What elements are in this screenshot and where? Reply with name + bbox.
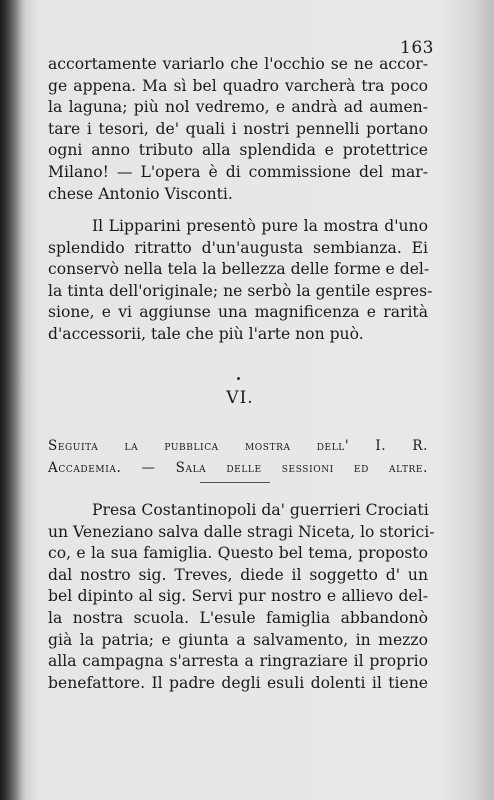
- text-line: ge appena. Ma sì bel quadro varcherà tra poco: [48, 76, 428, 95]
- text-line: d'accessorii, tale che più l'arte non può.: [48, 324, 364, 343]
- text-line: la tinta dell'originale; ne serbò la gentile espres-: [48, 281, 433, 300]
- text-line: tare i tesori, de' quali i nostri pennelli portano: [48, 119, 428, 138]
- text-line: un Veneziano salva dalle stragi Niceta, lo storici-: [48, 522, 435, 541]
- text-line: splendido ritratto d'un'augusta sembianza. Ei: [48, 238, 428, 257]
- text-line: alla campagna s'arresta a ringraziare il proprio: [48, 652, 428, 671]
- text-line: bel dipinto al sig. Servi pur nostro e allievo del-: [48, 587, 428, 606]
- text-line: chese Antonio Visconti.: [48, 184, 233, 203]
- text-line: conservò nella tela la bellezza delle forme e del-: [48, 260, 430, 279]
- text-line: sione, e vi aggiunse una magnificenza e rarità: [48, 303, 428, 322]
- text-line: ogni anno tributo alla splendida e protettrice: [48, 141, 428, 160]
- text-line: co, e la sua famiglia. Questo bel tema, proposto: [48, 544, 428, 563]
- section-title-line: Seguita la pubblica mostra dell' I. R.: [48, 438, 428, 454]
- text-line: la laguna; più nol vedremo, e andrà ad aumen-: [48, 98, 428, 117]
- paragraph-1: [48, 54, 428, 205]
- section-number: VI.: [226, 388, 254, 408]
- paragraph-2: [48, 216, 433, 346]
- section-rule: [200, 482, 270, 483]
- section-title-line: Accademia. — Sala delle sessioni ed altre.: [48, 460, 428, 476]
- ink-dot: [237, 377, 240, 380]
- text-line: accortamente variarlo che l'occhio se ne accor-: [48, 55, 428, 73]
- text-line: Il Lipparini presentò pure la mostra d'uno: [92, 217, 428, 235]
- binding-shadow: [0, 0, 26, 800]
- text-line: già la patria; e giunta a salvamento, in mezzo: [48, 630, 428, 649]
- paragraph-3: [48, 500, 435, 694]
- text-line: la nostra scuola. L'esule famiglia abbandonò: [48, 608, 428, 627]
- text-line: benefattore. Il padre degli esuli dolenti il tiene: [48, 673, 428, 692]
- section-title: [48, 435, 428, 479]
- text-line: Milano! — L'opera è di commissione del mar-: [48, 162, 428, 181]
- text-line: dal nostro sig. Treves, diede il soggetto d' un: [48, 565, 428, 584]
- page-number: 163: [400, 38, 434, 58]
- text-line: Presa Costantinopoli da' guerrieri Crociati: [92, 501, 429, 519]
